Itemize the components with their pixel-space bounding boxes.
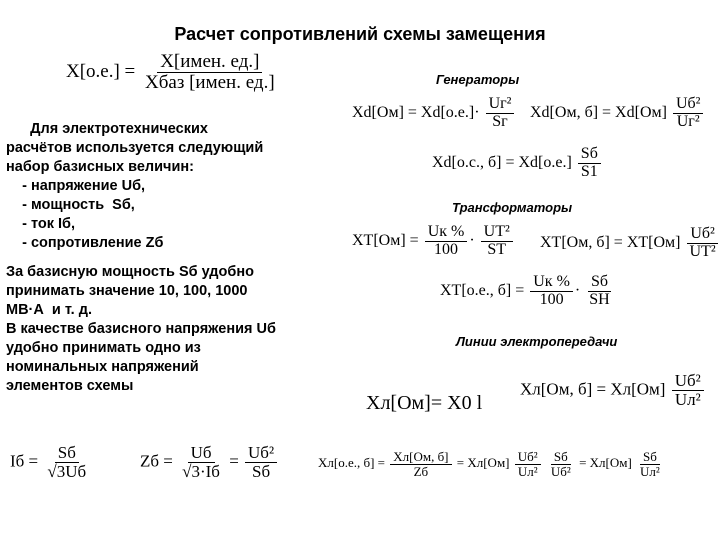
formula-transformer-ohm: XT[Ом] = $\frac{Uк \%}{100}$ · $\frac{\text{UT²}}{ST}$ (352, 224, 515, 259)
formula-base-current: Iб = $\frac{Sб}{√3Uб}$ (10, 443, 87, 481)
basis-values-paragraph: Для электротехнических расчётов используется следующий набор базисных величин: - напряжение Uб, - мощность Sб, - ток Iб, - сопротивление Zб (6, 121, 264, 251)
formula-transformer-base-ohm: XT[Ом, б] = XT[Ом] $\frac{\text{Uб²}}{\text{UT²}}$ (540, 226, 720, 261)
section-header-generators: Генераторы (436, 72, 520, 87)
section-header-lines: Линии электропередачи (456, 334, 618, 349)
formula-line-ohm: Xл[Ом]= X0 l (366, 392, 483, 414)
page-title: Расчет сопротивлений схемы замещения (174, 24, 546, 44)
formula-relative-units: X[о.е.] = $\frac{\text{X[имен. ед.]}}{\text{Xбаз [имен. ед.]}}$ (66, 51, 275, 93)
formula-generator-base-ohm: Xd[Ом, б] = Xd[Ом] $\frac{\text{Uб²}}{\text{Uг²}}$ (530, 96, 705, 131)
section-header-transformers: Трансформаторы (452, 200, 573, 215)
basis-recommendation-paragraph: За базисную мощность Sб удобно принимать значение 10, 100, 1000 МВ·А и т. д. В качестве базисного напряжения Uб удобно принимать одно из номинальных напряжений элементов схемы (6, 264, 276, 394)
formula-generator-ohm: Xd[Ом] = Xd[о.е.]· $\frac{\text{Uг²}}{Sг}$ (352, 96, 516, 131)
formula-base-impedance: Zб = $\frac{Uб}{√3\cdot Iб}$ = $\frac{\text{Uб²}}{Sб}$ (140, 444, 279, 481)
formula-transformer-relative: XT[о.е., б] = $\frac{Uк \%}{100}$ · $\frac{Sб}{SН}$ (440, 273, 610, 308)
formula-line-relative: Xл[о.е., б] = $\frac{Xл[Ом, б]}{Zб}$ = Xл[Ом] $\frac{\text{Uб²}}{\text{Uл²}}$ $\frac{Sб}{\text{Uб²}}$ = Xл[Ом] $\frac{Sб}{\text{Uл²}}$ (318, 449, 660, 479)
formula-line-base-ohm: Xл[Ом, б] = Xл[Ом] $\frac{\text{Uб²}}{\text{Uл²}}$ (520, 372, 706, 409)
formula-generator-relative: Xd[о.с., б] = Xd[о.е.] $\frac{Sб}{S1}$ (432, 146, 603, 181)
